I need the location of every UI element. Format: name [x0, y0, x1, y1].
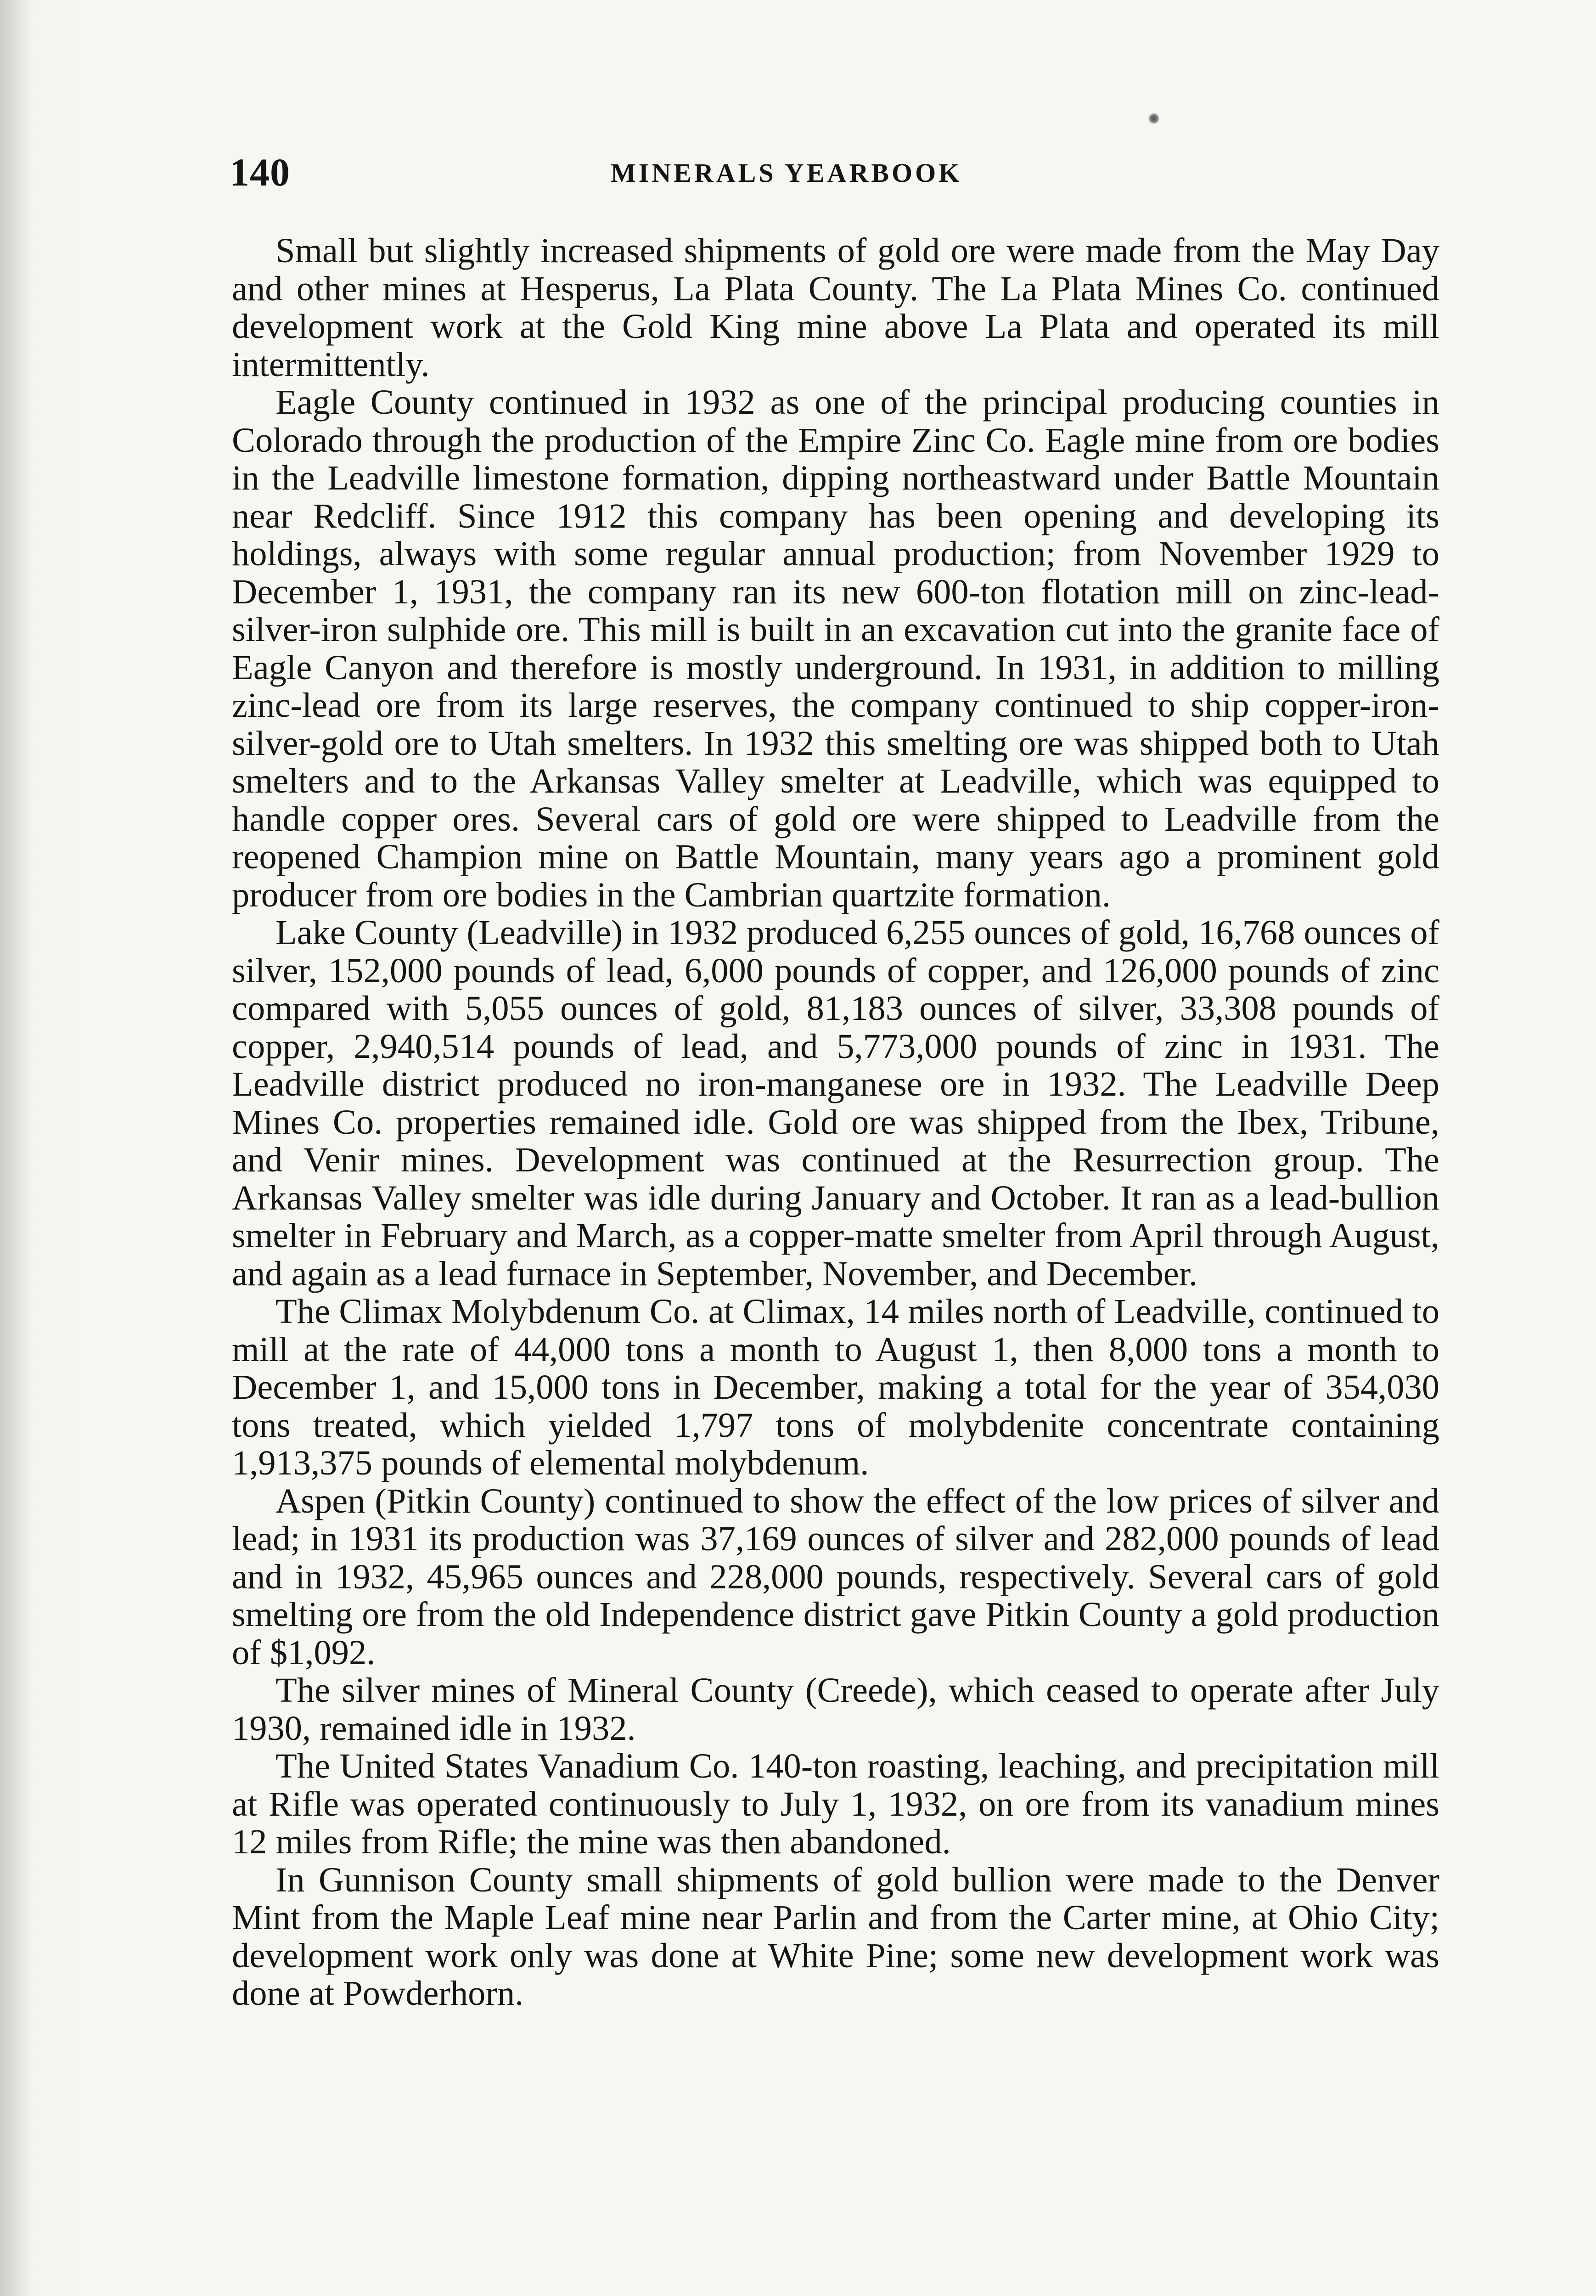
paragraph-eagle-county: Eagle County continued in 1932 as one of the principal producing counties in Colorado through the production of the Empire Zinc Co. Eagle mine from ore bodies in the Leadville limestone formation, dipping northeastward under Battle Mountain near Redcliff. Since 1912 this company has been opening and developing its holdings, always with some regular annual production; from November 1929 to December 1, 1931, the company ran its new 600-ton flotation mill on zinc-lead-silver-iron sulphide ore. This mill is built in an excavation cut into the granite face of Eagle Canyon and therefore is mostly underground. In 1931, in addition to milling zinc-lead ore from its large reserves, the company continued to ship copper-iron-silver-gold ore to Utah smelters. In 1932 this smelting ore was shipped both to Utah smelters and to the Arkansas Valley smelter at Leadville, which was equipped to handle copper ores. Several cars of gold ore were shipped to Leadville from the reopened Champion mine on Battle Mountain, many years ago a prominent gold producer from ore bodies in the Cambrian quartzite formation. — [232, 383, 1439, 914]
binding-shadow — [0, 0, 32, 2296]
paragraph-gunnison: In Gunnison County small shipments of gold bullion were made to the Denver Mint from the Maple Leaf mine near Parlin and from the Carter mine, at Ohio City; development work only was done at White Pine; some new development work was done at Powderhorn. — [232, 1860, 1439, 2013]
paragraph-climax: The Climax Molybdenum Co. at Climax, 14 miles north of Leadville, continued to mill at the rate of 44,000 tons a month to August 1, then 8,000 tons a month to December 1, and 15,000 tons in December, making a total for the year of 354,030 tons treated, which yielded 1,797 tons of molybdenite concentrate containing 1,913,375 pounds of elemental molybdenum. — [232, 1292, 1439, 1482]
page-header — [230, 149, 1478, 200]
paragraph-la-plata: Small but slightly increased shipments of gold ore were made from the May Day and other mines at Hesperus, La Plata County. The La Plata Mines Co. continued development work at the Gold King mine above La Plata and operated its mill intermittently. — [232, 231, 1439, 384]
scan-speck — [1148, 113, 1160, 124]
running-head: MINERALS YEARBOOK — [611, 158, 962, 188]
paragraph-vanadium: The United States Vanadium Co. 140-ton roasting, leaching, and precipitation mill at Rifle was operated continuously to July 1, 1932, on ore from its vanadium mines 12 miles from Rifle; the mine was then abandoned. — [232, 1746, 1439, 1861]
body-text — [232, 232, 1439, 2013]
paragraph-lake-county: Lake County (Leadville) in 1932 produced 6,255 ounces of gold, 16,768 ounces of silver, 152,000 pounds of lead, 6,000 pounds of copper, and 126,000 pounds of zinc compared with 5,055 ounces of gold, 81,183 ounces of silver, 33,308 pounds of copper, 2,940,514 pounds of lead, and 5,773,000 pounds of zinc in 1931. The Leadville district produced no iron-manganese ore in 1932. The Leadville Deep Mines Co. properties remained idle. Gold ore was shipped from the Ibex, Tribune, and Venir mines. Development was continued at the Resurrection group. The Arkansas Valley smelter was idle during January and October. It ran as a lead-bullion smelter in February and March, as a copper-matte smelter from April through August, and again as a lead furnace in September, November, and December. — [232, 913, 1439, 1293]
paragraph-mineral-county: The silver mines of Mineral County (Creede), which ceased to operate after July 1930, remained idle in 1932. — [232, 1671, 1439, 1748]
paragraph-aspen: Aspen (Pitkin County) continued to show the effect of the low prices of silver and lead; in 1931 its production was 37,169 ounces of silver and 282,000 pounds of lead and in 1932, 45,965 ounces and 228,000 pounds, respectively. Several cars of gold smelting ore from the old Independence district gave Pitkin County a gold production of $1,092. — [232, 1481, 1439, 1672]
page-number: 140 — [230, 150, 290, 194]
